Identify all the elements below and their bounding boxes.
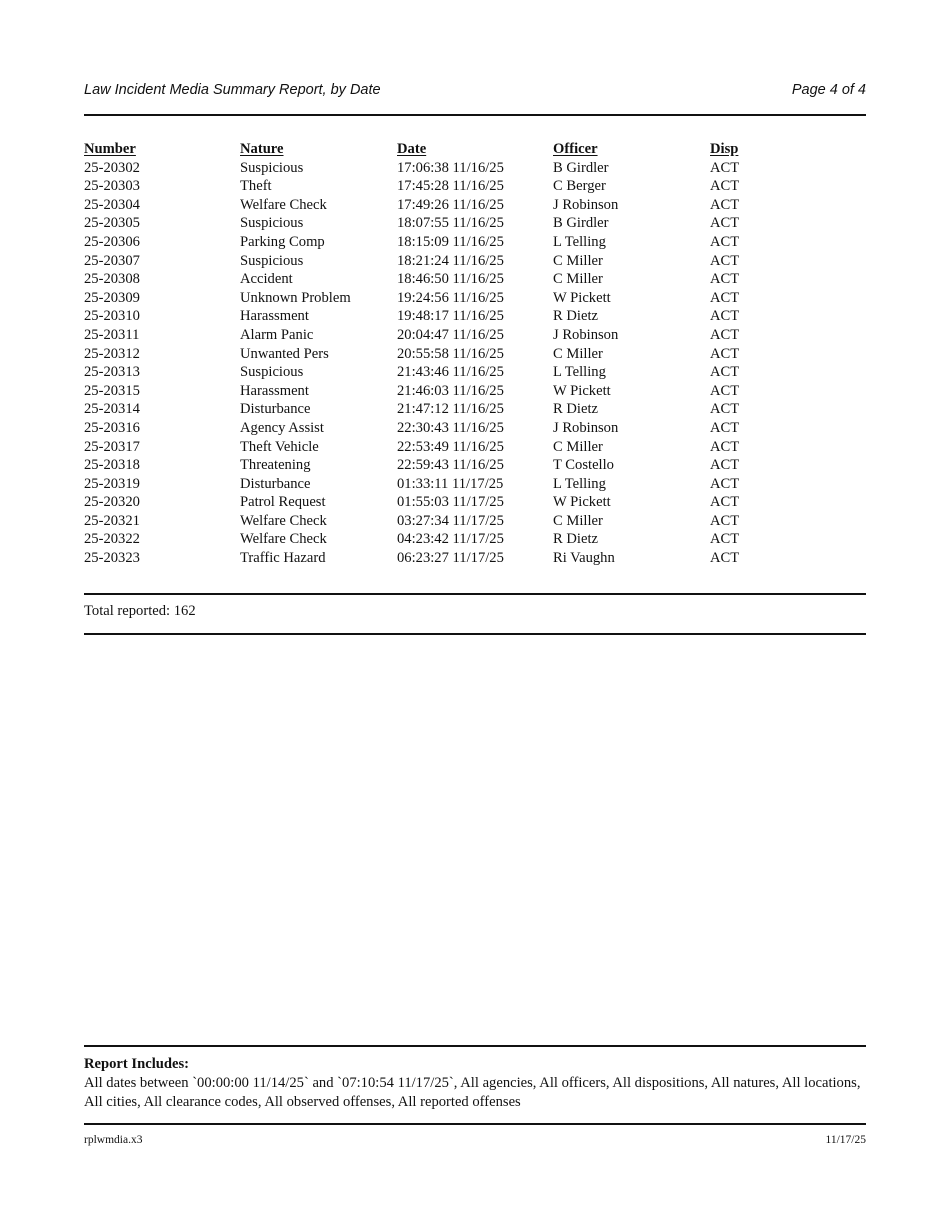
- footer-divider: [84, 1123, 866, 1125]
- table-row: [84, 196, 866, 215]
- incident-officer: C Miller: [553, 345, 603, 362]
- incident-nature: Disturbance: [240, 401, 311, 418]
- incident-date: 01:33:11 11/17/25: [397, 475, 504, 492]
- incident-disposition: ACT: [710, 233, 740, 250]
- table-row: [84, 549, 866, 568]
- print-date: 11/17/25: [825, 1134, 866, 1146]
- incident-nature: Unwanted Pers: [240, 345, 329, 362]
- incident-officer: C Miller: [553, 438, 603, 455]
- column-header-nature: Nature: [240, 141, 284, 157]
- table-row: [84, 475, 866, 494]
- incident-nature: Harassment: [240, 308, 309, 325]
- incident-officer: C Miller: [553, 512, 603, 529]
- incident-date: 01:55:03 11/17/25: [397, 494, 504, 511]
- incident-officer: J Robinson: [553, 326, 619, 343]
- incident-officer: C Miller: [553, 252, 603, 269]
- incident-nature: Harassment: [240, 382, 309, 399]
- incident-nature: Suspicious: [240, 252, 304, 269]
- total-divider: [84, 633, 866, 635]
- incident-number: 25-20321: [84, 512, 140, 529]
- incident-disposition: ACT: [710, 364, 740, 381]
- table-row: [84, 177, 866, 196]
- incident-officer: C Berger: [553, 178, 606, 195]
- table-row: [84, 438, 866, 457]
- incident-nature: Theft: [240, 178, 272, 195]
- incident-disposition: ACT: [710, 326, 740, 343]
- incident-officer: B Girdler: [553, 159, 609, 176]
- incident-disposition: ACT: [710, 271, 740, 288]
- incident-date: 18:15:09 11/16/25: [397, 233, 504, 250]
- includes-top-divider: [84, 1045, 866, 1047]
- table-row: [84, 326, 866, 345]
- table-row: [84, 530, 866, 549]
- table-row: [84, 307, 866, 326]
- incident-disposition: ACT: [710, 457, 740, 474]
- incident-date: 21:46:03 11/16/25: [397, 382, 504, 399]
- incident-disposition: ACT: [710, 512, 740, 529]
- incident-date: 17:06:38 11/16/25: [397, 159, 504, 176]
- incident-number: 25-20319: [84, 475, 140, 492]
- incident-disposition: ACT: [710, 345, 740, 362]
- incident-nature: Patrol Request: [240, 494, 326, 511]
- incident-disposition: ACT: [710, 382, 740, 399]
- incident-disposition: ACT: [710, 252, 740, 269]
- table-row: [84, 289, 866, 308]
- incident-disposition: ACT: [710, 438, 740, 455]
- table-row: [84, 214, 866, 233]
- incident-disposition: ACT: [710, 159, 740, 176]
- table-row: [84, 252, 866, 271]
- incident-number: 25-20320: [84, 494, 140, 511]
- incident-number: 25-20314: [84, 401, 140, 418]
- incident-number: 25-20313: [84, 364, 140, 381]
- incident-date: 18:07:55 11/16/25: [397, 215, 504, 232]
- incident-officer: W Pickett: [553, 382, 611, 399]
- table-row: [84, 159, 866, 178]
- incident-number: 25-20315: [84, 382, 140, 399]
- incident-officer: L Telling: [553, 364, 606, 381]
- incident-number: 25-20305: [84, 215, 140, 232]
- table-row: [84, 382, 866, 401]
- report-includes-label: Report Includes:: [84, 1056, 189, 1072]
- table-row: [84, 419, 866, 438]
- incident-officer: R Dietz: [553, 308, 598, 325]
- incident-nature: Welfare Check: [240, 531, 327, 548]
- total-reported: Total reported: 162: [84, 603, 196, 619]
- incident-number: 25-20306: [84, 233, 140, 250]
- incident-date: 18:21:24 11/16/25: [397, 252, 504, 269]
- incident-officer: W Pickett: [553, 494, 611, 511]
- incident-number: 25-20302: [84, 159, 140, 176]
- table-row: [84, 493, 866, 512]
- incident-nature: Suspicious: [240, 215, 304, 232]
- incident-nature: Theft Vehicle: [240, 438, 319, 455]
- incident-table: [84, 140, 866, 568]
- incident-officer: W Pickett: [553, 289, 611, 306]
- incident-nature: Accident: [240, 271, 293, 288]
- table-body: [84, 159, 866, 568]
- incident-date: 19:48:17 11/16/25: [397, 308, 504, 325]
- incident-number: 25-20304: [84, 196, 140, 213]
- incident-officer: J Robinson: [553, 419, 619, 436]
- incident-number: 25-20318: [84, 457, 140, 474]
- table-row: [84, 363, 866, 382]
- incident-nature: Welfare Check: [240, 512, 327, 529]
- column-header-officer: Officer: [553, 141, 598, 157]
- incident-nature: Suspicious: [240, 364, 304, 381]
- incident-date: 21:47:12 11/16/25: [397, 401, 504, 418]
- incident-number: 25-20317: [84, 438, 140, 455]
- incident-number: 25-20308: [84, 271, 140, 288]
- table-row: [84, 400, 866, 419]
- table-row: [84, 233, 866, 252]
- header-divider: [84, 114, 866, 116]
- incident-disposition: ACT: [710, 401, 740, 418]
- incident-number: 25-20322: [84, 531, 140, 548]
- incident-number: 25-20323: [84, 550, 140, 567]
- table-bottom-divider: [84, 593, 866, 595]
- incident-nature: Alarm Panic: [240, 326, 314, 343]
- incident-nature: Agency Assist: [240, 419, 324, 436]
- incident-nature: Disturbance: [240, 475, 311, 492]
- incident-disposition: ACT: [710, 308, 740, 325]
- incident-date: 22:30:43 11/16/25: [397, 419, 504, 436]
- incident-date: 17:49:26 11/16/25: [397, 196, 504, 213]
- report-includes-text: All dates between `00:00:00 11/14/25` and `07:10:54 11/17/25`, All agencies, All officers, All dispositions, All natures, All locations, All cities, All clearance codes, All observed offenses, All reported offenses: [84, 1075, 861, 1110]
- incident-date: 22:53:49 11/16/25: [397, 438, 504, 455]
- incident-officer: Ri Vaughn: [553, 550, 615, 567]
- incident-date: 03:27:34 11/17/25: [397, 512, 504, 529]
- incident-officer: L Telling: [553, 475, 606, 492]
- incident-officer: C Miller: [553, 271, 603, 288]
- report-title: Law Incident Media Summary Report, by Date: [84, 82, 381, 98]
- incident-disposition: ACT: [710, 550, 740, 567]
- incident-nature: Unknown Problem: [240, 289, 351, 306]
- incident-disposition: ACT: [710, 215, 740, 232]
- column-header-disp: Disp: [710, 141, 739, 157]
- incident-disposition: ACT: [710, 196, 740, 213]
- incident-date: 06:23:27 11/17/25: [397, 550, 504, 567]
- incident-date: 17:45:28 11/16/25: [397, 178, 504, 195]
- table-row: [84, 512, 866, 531]
- incident-officer: L Telling: [553, 233, 606, 250]
- report-id: rplwmdia.x3: [84, 1134, 143, 1146]
- incident-nature: Threatening: [240, 457, 311, 474]
- incident-officer: B Girdler: [553, 215, 609, 232]
- incident-date: 20:04:47 11/16/25: [397, 326, 504, 343]
- incident-disposition: ACT: [710, 531, 740, 548]
- incident-date: 19:24:56 11/16/25: [397, 289, 504, 306]
- incident-disposition: ACT: [710, 289, 740, 306]
- incident-disposition: ACT: [710, 178, 740, 195]
- incident-date: 20:55:58 11/16/25: [397, 345, 504, 362]
- incident-nature: Traffic Hazard: [240, 550, 326, 567]
- incident-officer: R Dietz: [553, 401, 598, 418]
- incident-date: 21:43:46 11/16/25: [397, 364, 504, 381]
- column-header-number: Number: [84, 141, 136, 157]
- incident-number: 25-20312: [84, 345, 140, 362]
- incident-number: 25-20310: [84, 308, 140, 325]
- incident-nature: Suspicious: [240, 159, 304, 176]
- incident-disposition: ACT: [710, 475, 740, 492]
- page-number: Page 4 of 4: [791, 82, 866, 98]
- incident-number: 25-20309: [84, 289, 140, 306]
- table-row: [84, 345, 866, 364]
- incident-number: 25-20303: [84, 178, 140, 195]
- incident-officer: R Dietz: [553, 531, 598, 548]
- incident-number: 25-20316: [84, 419, 140, 436]
- incident-disposition: ACT: [710, 494, 740, 511]
- incident-nature: Parking Comp: [240, 233, 325, 250]
- incident-officer: T Costello: [553, 457, 614, 474]
- incident-date: 04:23:42 11/17/25: [397, 531, 504, 548]
- incident-number: 25-20311: [84, 326, 140, 343]
- incident-date: 18:46:50 11/16/25: [397, 271, 504, 288]
- incident-date: 22:59:43 11/16/25: [397, 457, 504, 474]
- table-row: [84, 456, 866, 475]
- incident-officer: J Robinson: [553, 196, 619, 213]
- incident-disposition: ACT: [710, 419, 740, 436]
- incident-number: 25-20307: [84, 252, 140, 269]
- table-header-row: [84, 140, 866, 159]
- table-row: [84, 270, 866, 289]
- column-header-date: Date: [397, 141, 427, 157]
- incident-nature: Welfare Check: [240, 196, 327, 213]
